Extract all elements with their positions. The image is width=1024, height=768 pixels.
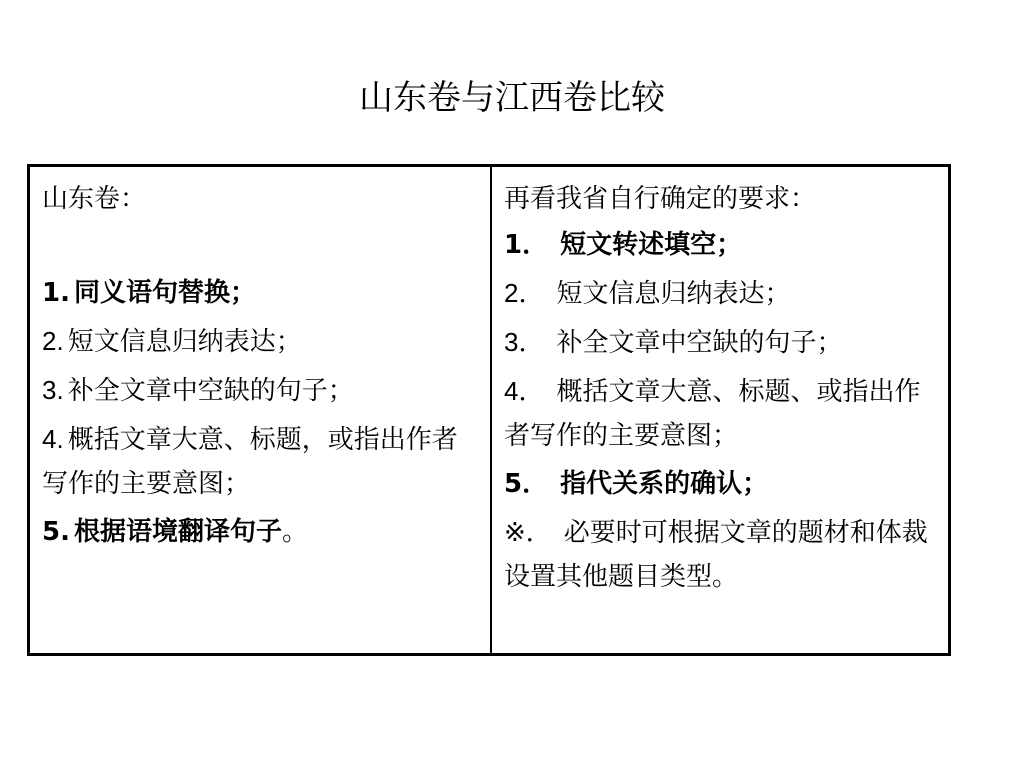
jiangxi-item-1 [504,223,936,267]
shandong-item-1 [42,271,478,315]
shandong-item-5 [42,510,478,554]
item-number: 5． [504,469,549,499]
item-number: 4． [504,376,545,406]
item-number: 5. [42,517,70,547]
item-number: 1． [504,230,549,260]
item-text: 短文转述填空； [560,230,743,260]
jiangxi-item-3 [504,320,936,365]
item-number: ※． [504,517,552,547]
shandong-item-4 [42,417,478,506]
jiangxi-item-4 [504,369,936,458]
item-number: 1. [42,278,70,308]
item-text: 补全文章中空缺的句子； [556,328,843,358]
item-number: 3． [504,327,545,357]
item-text: 补全文章中空缺的句子； [67,376,354,406]
jiangxi-column [492,167,948,653]
page-title: 山东卷与江西卷比较 [359,78,665,118]
item-number: 3. [42,375,64,405]
comparison-table [27,164,951,656]
item-number: 2． [504,278,545,308]
shandong-item-2 [42,319,478,364]
item-text: 根据语境翻译句子 [73,517,282,547]
jiangxi-item-5 [504,462,936,506]
item-text: 短文信息归纳表达； [67,327,302,357]
item-text: 指代关系的确认； [560,469,769,499]
item-text: 必要时可根据文章的题材和体裁设置其他题目类型。 [504,518,928,592]
shandong-column [30,167,492,653]
item-text: 同义语句替换； [73,278,256,308]
shandong-item-3 [42,368,478,413]
item-tail: 。 [281,517,308,547]
shandong-heading: 山东卷： [42,184,147,214]
item-number: 2. [42,326,64,356]
jiangxi-item-note [504,510,936,599]
item-number: 4. [42,424,64,454]
item-text: 概括文章大意、标题，或指出作者写作的主要意图； [42,425,458,499]
jiangxi-item-2 [504,271,936,316]
item-text: 概括文章大意、标题、或指出作者写作的主要意图； [504,377,921,451]
jiangxi-heading: 再看我省自行确定的要求： [504,184,817,214]
item-text: 短文信息归纳表达； [556,279,791,309]
